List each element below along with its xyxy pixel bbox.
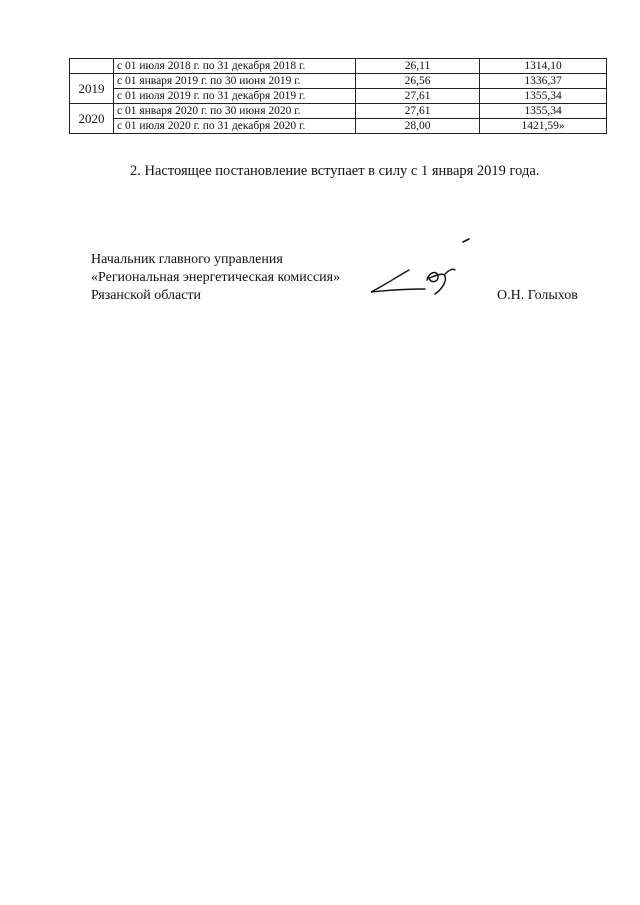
value-cell-1: 28,00 — [356, 119, 480, 134]
signer-name: О.Н. Голыхов — [497, 288, 578, 303]
value-cell-2: 1314,10 — [480, 59, 607, 74]
table-row — [70, 74, 607, 89]
tariff-table — [69, 58, 607, 134]
value-cell-1: 27,61 — [356, 104, 480, 119]
year-cell: 2020 — [70, 104, 114, 134]
table-row — [70, 104, 607, 119]
signatory-title-line: Рязанской области — [91, 288, 202, 303]
handwritten-signature — [365, 232, 485, 302]
signatory-title-line: Начальник главного управления — [91, 252, 283, 267]
year-cell — [70, 59, 114, 74]
period-cell: с 01 января 2020 г. по 30 июня 2020 г. — [114, 104, 356, 119]
value-cell-1: 27,61 — [356, 89, 480, 104]
table-row — [70, 119, 607, 134]
period-cell: с 01 июля 2020 г. по 31 декабря 2020 г. — [114, 119, 356, 134]
period-cell: с 01 июля 2018 г. по 31 декабря 2018 г. — [114, 59, 356, 74]
period-cell: с 01 января 2019 г. по 30 июня 2019 г. — [114, 74, 356, 89]
year-cell: 2019 — [70, 74, 114, 104]
value-cell-1: 26,56 — [356, 74, 480, 89]
effective-date-clause: 2. Настоящее постановление вступает в силу с 1 января 2019 года. — [130, 163, 540, 179]
signatory-title-line: «Региональная энергетическая комиссия» — [91, 270, 341, 285]
value-cell-2: 1336,37 — [480, 74, 607, 89]
signatory-title — [91, 251, 340, 305]
table-row — [70, 89, 607, 104]
table-row — [70, 59, 607, 74]
value-cell-1: 26,11 — [356, 59, 480, 74]
period-cell: с 01 июля 2019 г. по 31 декабря 2019 г. — [114, 89, 356, 104]
value-cell-2: 1421,59» — [480, 119, 607, 134]
value-cell-2: 1355,34 — [480, 89, 607, 104]
value-cell-2: 1355,34 — [480, 104, 607, 119]
